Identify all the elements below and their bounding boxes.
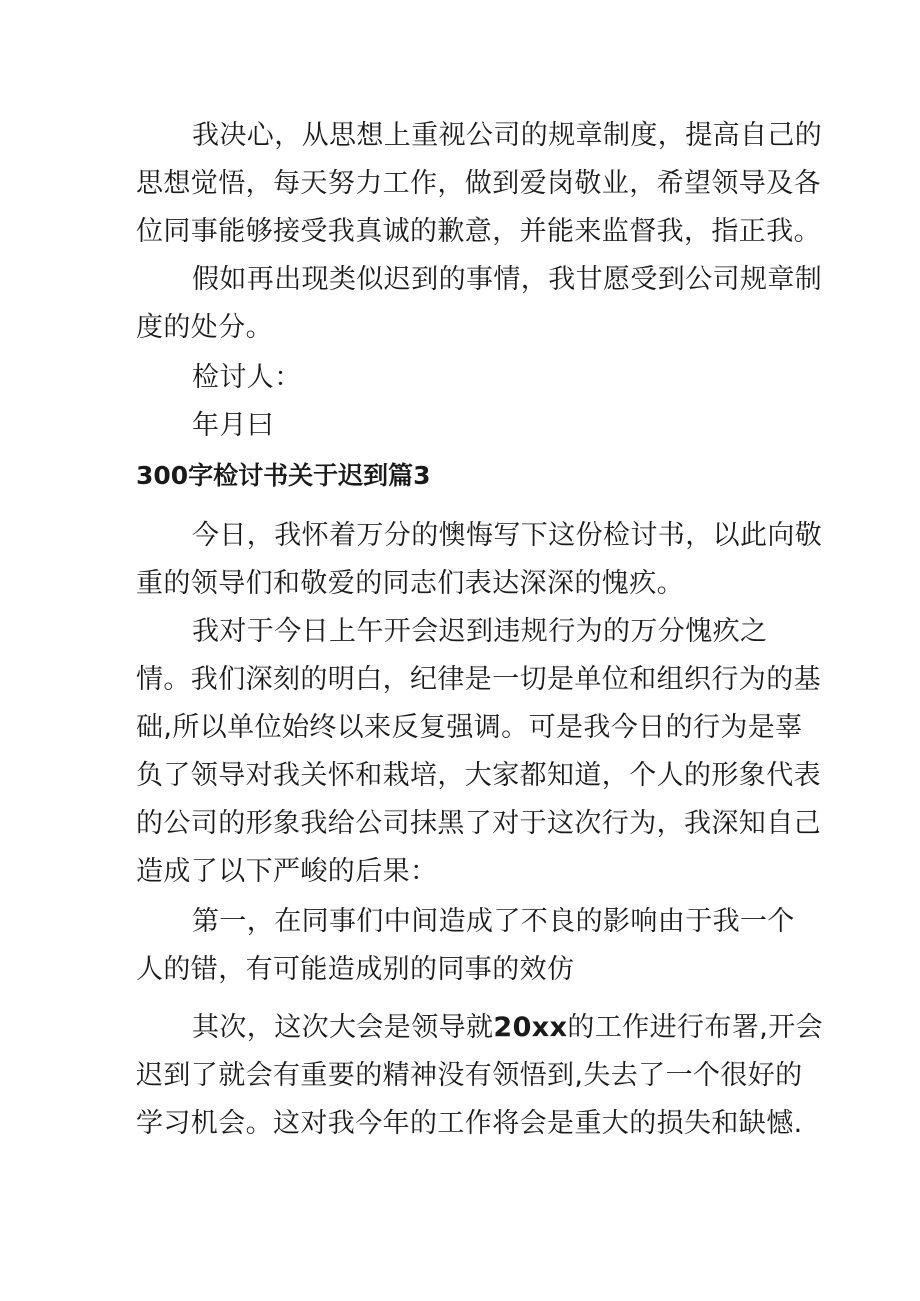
paragraph-line: 今日，我怀着万分的懊悔写下这份检讨书，以此向敬 [192, 520, 823, 551]
paragraph-line-mixed [192, 1010, 823, 1046]
paragraph-line: 第一，在同事们中间造成了不良的影响由于我一个 [192, 906, 795, 937]
paragraph-line: 重的领导们和敬爱的同志们表达深深的愧疚。 [136, 568, 684, 599]
paragraph-line: 度的处分。 [136, 312, 273, 343]
paragraph-line: 础,所以单位始终以来反复强调。可是我今日的行为是辜 [136, 712, 803, 743]
paragraph-line: 的公司的形象我给公司抹黑了对于这次行为，我深知自己 [136, 808, 821, 839]
paragraph-line: 我对于今日上午开会迟到违规行为的万分愧疚之 [192, 616, 768, 647]
paragraph-line: 情。我们深刻的明白，纪律是一切是单位和组织行为的基 [136, 664, 821, 695]
text-segment: 的工作进行布署,开会 [567, 1012, 824, 1043]
date-label: 年月曰 [192, 410, 275, 441]
section-heading: 300字检讨书关于迟到篇3 [136, 461, 431, 490]
paragraph-line: 学习机会。这对我今年的工作将会是重大的损失和缺憾. [136, 1108, 803, 1139]
paragraph-line: 假如再出现类似迟到的事情，我甘愿受到公司规章制 [192, 264, 823, 295]
paragraph-line: 迟到了就会有重要的精神没有领悟到,失去了一个很好的 [136, 1060, 803, 1091]
year-text: 20xx [493, 1012, 568, 1043]
text-segment: 其次，这次大会是领导就 [192, 1012, 494, 1043]
paragraph-line: 思想觉悟，每天努力工作，做到爱岗敬业，希望领导及各 [136, 168, 821, 199]
signature-label: 检讨人： [192, 362, 302, 393]
paragraph-line: 人的错，有可能造成别的同事的效仿 [136, 954, 575, 985]
paragraph-line: 负了领导对我关怀和栽培，大家都知道，个人的形象代表 [136, 760, 821, 791]
paragraph-line: 造成了以下严峻的后果： [136, 856, 438, 887]
paragraph-line: 我决心，从思想上重视公司的规章制度，提高自己的 [192, 120, 823, 151]
paragraph-line: 位同事能够接受我真诚的歉意，并能来监督我，指正我。 [136, 216, 821, 247]
